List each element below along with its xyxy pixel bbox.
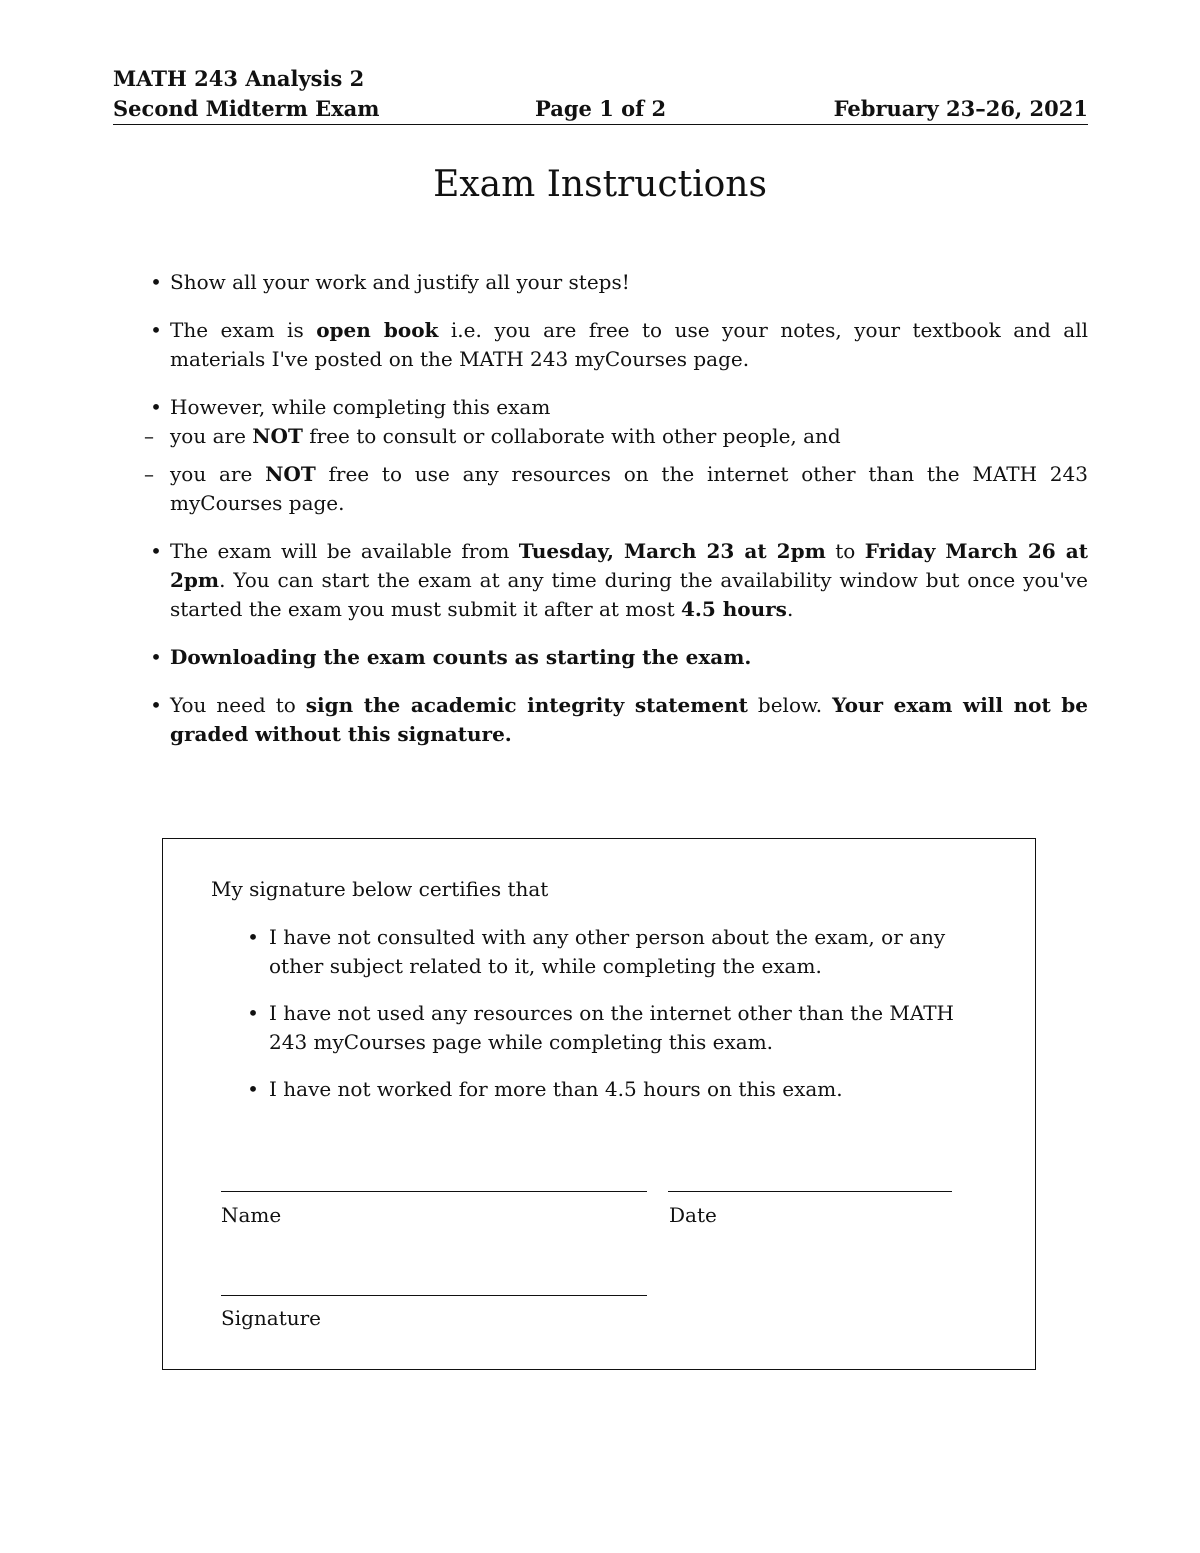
dash-icon: – [144, 462, 154, 486]
not-emphasis: NOT [265, 462, 316, 486]
statement-intro: My signature below certifies that [211, 877, 549, 901]
name-label: Name [221, 1203, 282, 1227]
instruction-text: to [825, 539, 865, 563]
exam-name: Second Midterm Exam [113, 96, 380, 121]
sub-list [144, 422, 1088, 518]
bullet-icon: • [247, 925, 259, 949]
page-header [113, 64, 1088, 125]
integrity-statement-box [162, 838, 1036, 1370]
signature-line[interactable] [221, 1295, 647, 1296]
instruction-text: Show all your work and justify all your steps! [170, 270, 630, 294]
bullet-icon: • [150, 318, 162, 342]
dash-icon: – [144, 424, 154, 448]
instruction-text: The exam will be available from [170, 539, 519, 563]
instruction-text: . [786, 597, 794, 621]
page-title: Exam Instructions [433, 164, 767, 205]
bullet-icon: • [247, 1001, 259, 1025]
open-book-emphasis: open book [316, 318, 439, 342]
bullet-icon: • [150, 645, 162, 669]
course-title: MATH 243 Analysis 2 [113, 66, 365, 91]
sub-item [144, 460, 1088, 518]
instruction-item [150, 268, 1088, 297]
bullet-icon: • [247, 1077, 259, 1101]
statement-item [247, 999, 989, 1057]
statement-item [247, 1075, 989, 1104]
statement-item [247, 923, 989, 981]
sub-item-text: you are [170, 462, 266, 486]
not-emphasis: NOT [252, 424, 303, 448]
signature-warning: Your exam will not be graded without this signature. [170, 693, 1088, 746]
download-warning: Downloading the exam counts as starting the exam. [170, 645, 752, 669]
statement-item-text: I have not used any resources on the internet other than the MATH 243 myCourses page while completing this exam. [269, 1001, 954, 1054]
instruction-text: i.e. you are free to use your notes, your textbook and all materials I've posted on the MATH 243 myCourses page. [170, 318, 1089, 371]
sub-item-text: free to consult or collaborate with other people, and [302, 424, 841, 448]
date-line[interactable] [668, 1191, 952, 1192]
bullet-icon: • [150, 539, 162, 563]
end-time-emphasis: Friday March 26 at 2pm [170, 539, 1088, 592]
instruction-text: You need to [170, 693, 306, 717]
exam-date: February 23–26, 2021 [833, 96, 1088, 121]
instruction-text: . You can start the exam at any time during the availability window but once you've started the exam you must submit it after at most [170, 568, 1088, 621]
statement-item-text: I have not worked for more than 4.5 hours on this exam. [269, 1077, 843, 1101]
page-number: Page 1 of 2 [535, 96, 667, 121]
sub-item-text: free to use any resources on the internet other than the MATH 243 myCourses page. [170, 462, 1088, 515]
statement-list [247, 923, 989, 1122]
instruction-item [150, 537, 1088, 624]
instruction-text: The exam is [170, 318, 317, 342]
bullet-icon: • [150, 395, 162, 419]
instruction-item [144, 393, 1088, 518]
duration-emphasis: 4.5 hours [680, 597, 787, 621]
sub-item [144, 422, 1088, 451]
instruction-text: below. [747, 693, 833, 717]
instructions-list [144, 268, 1089, 768]
bullet-icon: • [150, 693, 162, 717]
signature-label: Signature [221, 1306, 322, 1330]
bullet-icon: • [150, 270, 162, 294]
start-time-emphasis: Tuesday, March 23 at 2pm [518, 539, 826, 563]
header-rule-line [113, 94, 1088, 125]
date-label: Date [669, 1203, 717, 1227]
sub-item-text: you are [170, 424, 253, 448]
sign-statement-emphasis: sign the academic integrity statement [305, 693, 748, 717]
instruction-item [150, 316, 1089, 374]
instruction-item [150, 691, 1088, 749]
statement-item-text: I have not consulted with any other person about the exam, or any other subject related to it, while completing the exam. [269, 925, 946, 978]
name-line[interactable] [221, 1191, 647, 1192]
instruction-item [150, 643, 1088, 672]
instruction-text: However, while completing this exam [170, 395, 551, 419]
